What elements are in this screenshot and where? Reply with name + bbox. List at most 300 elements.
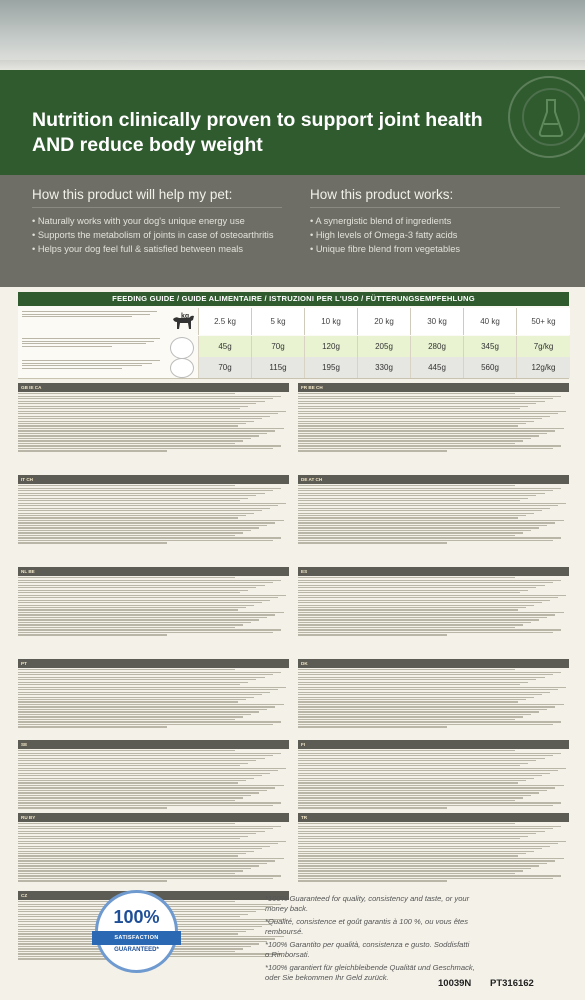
- feeding-cell: 445g: [410, 357, 463, 378]
- left-benefits-list: [32, 215, 282, 257]
- text-line: [298, 537, 561, 538]
- text-line: [298, 785, 564, 786]
- text-line: [18, 802, 281, 803]
- text-line: [298, 393, 515, 394]
- text-line: [298, 448, 553, 449]
- text-line: [298, 778, 534, 779]
- text-line: [18, 687, 286, 688]
- text-line: [298, 428, 564, 429]
- text-line: [18, 672, 281, 673]
- text-line: [298, 450, 447, 451]
- text-line: [298, 870, 523, 871]
- lang-header: [298, 659, 569, 668]
- lang-header: [298, 475, 569, 484]
- text-line: [298, 858, 564, 859]
- bag-shadow: [0, 60, 585, 70]
- text-line: [18, 843, 278, 844]
- lang-header: [298, 383, 569, 392]
- text-line: [298, 836, 528, 837]
- text-line: [18, 853, 246, 854]
- guarantee-line: *Qualité, consistence et goût garantis à 100 %, ou vous êtes remboursé.: [265, 917, 469, 936]
- text-line: [18, 684, 240, 685]
- text-line: [298, 421, 534, 422]
- bowl-icon: [170, 358, 194, 378]
- text-line: [18, 505, 278, 506]
- text-line: [18, 443, 235, 444]
- guarantee-line: *100% garantiert für gleichbleibende Qualität und Geschmack, oder Sie bekommen Ihr Geld zurück.: [265, 963, 475, 982]
- text-line: [298, 687, 566, 688]
- text-line: [18, 540, 273, 541]
- text-line: [298, 627, 515, 628]
- text-line: [18, 448, 273, 449]
- text-line: [18, 880, 167, 881]
- text-line: [18, 488, 281, 489]
- text-line: [18, 629, 281, 630]
- text-line: [18, 527, 259, 528]
- text-line: [18, 689, 278, 690]
- text-line: [298, 684, 520, 685]
- text-line: [298, 517, 518, 518]
- feeding-cell: 330g: [357, 357, 410, 378]
- lang-code: IT CH: [21, 477, 33, 482]
- benefit-item: • Helps your dog feel full & satisfied between meals: [32, 243, 282, 255]
- lang-block: [18, 475, 289, 544]
- text-line: [18, 800, 235, 801]
- guarantee-text: [265, 894, 475, 986]
- text-line: [298, 413, 558, 414]
- row1-label-text: [22, 337, 162, 347]
- text-line: [18, 807, 167, 808]
- lang-code: CZ: [21, 893, 28, 898]
- text-line: [18, 490, 273, 491]
- lang-block: [18, 813, 289, 882]
- text-line: [298, 530, 531, 531]
- text-line: [298, 624, 523, 625]
- text-line: [298, 716, 523, 717]
- text-line: [298, 674, 553, 675]
- text-line: [18, 714, 251, 715]
- text-line: [298, 535, 515, 536]
- text-line: [18, 602, 262, 603]
- lang-text: [298, 485, 569, 543]
- text-line: [298, 863, 547, 864]
- text-line: [298, 632, 553, 633]
- text-line: [18, 792, 259, 793]
- badge-ribbon: SATISFACTION: [92, 931, 181, 945]
- lang-block: [298, 659, 569, 728]
- text-line: [18, 860, 275, 861]
- text-line: [298, 430, 555, 431]
- text-line: [298, 851, 534, 852]
- text-line: [18, 413, 278, 414]
- text-line: [298, 841, 566, 842]
- text-line: [18, 851, 254, 852]
- lang-code: NL BE: [21, 569, 35, 574]
- text-line: [298, 513, 534, 514]
- text-line: [18, 858, 284, 859]
- text-line: [298, 709, 547, 710]
- text-line: [18, 716, 243, 717]
- text-line: [298, 503, 566, 504]
- right-benefits-heading: How this product works:: [310, 187, 454, 202]
- text-line: [18, 401, 265, 402]
- text-line: [298, 629, 561, 630]
- text-line: [298, 488, 561, 489]
- text-line: [298, 805, 553, 806]
- text-line: [298, 607, 526, 608]
- unit-kg: kg: [181, 313, 190, 320]
- text-line: [18, 423, 246, 424]
- text-line: [18, 592, 240, 593]
- text-line: [18, 577, 235, 578]
- feeding-cell: 45g: [198, 336, 251, 357]
- text-line: [298, 540, 553, 541]
- text-line: [18, 396, 281, 397]
- lang-block: [18, 567, 289, 636]
- text-line: [18, 724, 273, 725]
- text-line: [298, 848, 542, 849]
- text-line: [298, 800, 515, 801]
- text-line: [298, 597, 558, 598]
- text-line: [18, 669, 235, 670]
- text-line: [298, 773, 550, 774]
- text-line: [18, 632, 273, 633]
- lang-code: DK: [301, 661, 308, 666]
- text-line: [18, 624, 243, 625]
- text-line: [298, 679, 536, 680]
- text-line: [18, 719, 235, 720]
- text-line: [298, 795, 531, 796]
- text-line: [298, 495, 536, 496]
- text-line: [298, 672, 561, 673]
- lang-text: [18, 485, 289, 543]
- text-line: [18, 503, 286, 504]
- text-line: [18, 674, 273, 675]
- text-line: [298, 622, 531, 623]
- feeding-row-2: [198, 357, 569, 378]
- text-line: [298, 605, 534, 606]
- lang-text: [18, 669, 289, 727]
- weight-cell: 30 kg: [410, 308, 463, 335]
- text-line: [18, 537, 281, 538]
- feeding-guide-table: [18, 306, 569, 379]
- satisfaction-badge: [95, 890, 178, 973]
- text-line: [18, 421, 254, 422]
- text-line: [298, 760, 536, 761]
- lang-text: [298, 750, 569, 808]
- feeding-guide-title: FEEDING GUIDE / GUIDE ALIMENTAIRE / ISTRUZIONI PER L'USO / FÜTTERUNGSEMPFEHLUNG: [18, 292, 569, 306]
- text-line: [18, 846, 270, 847]
- weight-row: [198, 308, 569, 335]
- text-line: [18, 848, 262, 849]
- lang-header: [18, 659, 289, 668]
- text-line: [298, 726, 447, 727]
- row2-label-text: [22, 359, 162, 369]
- text-line: [18, 582, 273, 583]
- text-line: [18, 753, 281, 754]
- badge-subtitle: GUARANTEED*: [114, 947, 159, 953]
- text-line: [298, 880, 447, 881]
- text-line: [18, 873, 235, 874]
- text-line: [18, 699, 246, 700]
- text-line: [18, 795, 251, 796]
- text-line: [18, 790, 267, 791]
- lang-block: [18, 659, 289, 728]
- feeding-cell: 115g: [251, 357, 304, 378]
- text-line: [18, 609, 238, 610]
- lang-text: [298, 823, 569, 881]
- lang-code: GB IE CA: [21, 385, 42, 390]
- text-line: [298, 714, 531, 715]
- text-line: [298, 435, 539, 436]
- text-line: [298, 438, 531, 439]
- text-line: [18, 408, 240, 409]
- text-line: [298, 758, 545, 759]
- text-line: [18, 763, 248, 764]
- text-line: [298, 423, 526, 424]
- text-line: [298, 416, 550, 417]
- text-line: [298, 838, 520, 839]
- text-line: [18, 433, 267, 434]
- text-line: [298, 592, 520, 593]
- text-line: [18, 597, 278, 598]
- feeding-cell: 560g: [463, 357, 516, 378]
- text-line: [298, 787, 555, 788]
- text-line: [18, 770, 278, 771]
- lang-block: [18, 740, 289, 809]
- text-line: [298, 418, 542, 419]
- lang-header: [18, 740, 289, 749]
- text-line: [298, 721, 561, 722]
- weight-cell: 5 kg: [251, 308, 304, 335]
- text-line: [298, 775, 542, 776]
- text-line: [298, 585, 545, 586]
- text-line: [298, 500, 520, 501]
- text-line: [18, 679, 256, 680]
- text-line: [18, 823, 235, 824]
- text-line: [18, 775, 262, 776]
- lang-code: PT: [21, 661, 27, 666]
- text-line: [298, 792, 539, 793]
- text-line: [18, 826, 281, 827]
- ingredients-multilang: [18, 383, 569, 970]
- text-line: [298, 878, 553, 879]
- text-line: [298, 522, 555, 523]
- text-line: [18, 765, 240, 766]
- text-line: [298, 617, 547, 618]
- benefit-item: • Naturally works with your dog's unique energy use: [32, 215, 282, 227]
- text-line: [18, 425, 238, 426]
- text-line: [298, 860, 555, 861]
- text-line: [298, 498, 528, 499]
- text-line: [298, 711, 539, 712]
- text-line: [18, 780, 246, 781]
- text-line: [18, 878, 273, 879]
- lang-block: [18, 383, 289, 452]
- flask-icon: [538, 98, 564, 138]
- feeding-cell: 195g: [304, 357, 357, 378]
- text-line: [18, 532, 243, 533]
- text-line: [298, 619, 539, 620]
- lang-code: ES: [301, 569, 308, 574]
- text-line: [298, 600, 550, 601]
- benefit-item: • A synergistic blend of ingredients: [310, 215, 560, 227]
- text-line: [18, 773, 270, 774]
- text-line: [18, 721, 281, 722]
- text-line: [18, 522, 275, 523]
- text-line: [18, 416, 270, 417]
- text-line: [298, 403, 536, 404]
- text-line: [298, 433, 547, 434]
- text-line: [18, 498, 248, 499]
- text-line: [298, 868, 531, 869]
- bowl-icon: [170, 337, 194, 359]
- lang-text: [18, 823, 289, 881]
- text-line: [298, 677, 545, 678]
- text-line: [18, 726, 167, 727]
- lang-header: [18, 383, 289, 392]
- text-line: [18, 605, 254, 606]
- text-line: [18, 398, 273, 399]
- text-line: [298, 790, 547, 791]
- text-line: [18, 682, 248, 683]
- text-line: [298, 807, 447, 808]
- text-line: [18, 587, 256, 588]
- feeding-row-1: [198, 336, 569, 357]
- text-line: [298, 669, 515, 670]
- text-line: [18, 500, 240, 501]
- text-line: [18, 535, 235, 536]
- text-line: [18, 841, 286, 842]
- lang-text: [18, 393, 289, 451]
- text-line: [298, 440, 523, 441]
- text-line: [18, 711, 259, 712]
- text-line: [18, 805, 273, 806]
- divider: [310, 207, 560, 208]
- text-line: [298, 590, 528, 591]
- text-line: [18, 755, 273, 756]
- text-line: [298, 406, 528, 407]
- text-line: [298, 802, 561, 803]
- text-line: [18, 612, 284, 613]
- product-code: PT316162: [490, 978, 534, 989]
- text-line: [18, 542, 167, 543]
- text-line: [18, 590, 248, 591]
- lang-block: [298, 813, 569, 882]
- text-line: [18, 750, 235, 751]
- text-line: [298, 682, 528, 683]
- hero-title: Nutrition clinically proven to support joint health AND reduce body weight: [32, 109, 483, 156]
- text-line: [298, 515, 526, 516]
- benefit-item: • Unique fibre blend from vegetables: [310, 243, 560, 255]
- feeding-cell: 205g: [357, 336, 410, 357]
- text-line: [18, 440, 243, 441]
- text-line: [18, 868, 251, 869]
- text-line: [18, 704, 284, 705]
- text-line: [298, 826, 561, 827]
- feeding-cell: 70g: [251, 336, 304, 357]
- text-line: [18, 393, 235, 394]
- weight-cell: 40 kg: [463, 308, 516, 335]
- text-line: [298, 490, 553, 491]
- text-line: [298, 525, 547, 526]
- text-line: [18, 595, 286, 596]
- right-benefits-list: [310, 215, 560, 257]
- hero-banner: [0, 70, 585, 175]
- text-line: [18, 580, 281, 581]
- text-line: [18, 617, 267, 618]
- divider: [32, 207, 282, 208]
- lang-header: [18, 813, 289, 822]
- text-line: [18, 838, 240, 839]
- text-line: [298, 833, 536, 834]
- text-line: [298, 532, 523, 533]
- text-line: [18, 517, 238, 518]
- text-line: [298, 823, 515, 824]
- text-line: [18, 450, 167, 451]
- lang-block: [298, 475, 569, 544]
- text-line: [298, 719, 515, 720]
- text-line: [298, 780, 526, 781]
- lang-text: [298, 577, 569, 635]
- text-line: [298, 580, 561, 581]
- text-line: [18, 607, 246, 608]
- text-line: [18, 692, 270, 693]
- text-line: [18, 768, 286, 769]
- text-line: [298, 443, 515, 444]
- text-line: [298, 853, 526, 854]
- text-line: [18, 836, 248, 837]
- lang-header: [298, 567, 569, 576]
- lang-header: [298, 740, 569, 749]
- text-line: [298, 609, 518, 610]
- text-line: [18, 513, 254, 514]
- text-line: [18, 525, 267, 526]
- text-line: [18, 865, 259, 866]
- text-line: [298, 398, 553, 399]
- text-line: [298, 704, 564, 705]
- text-line: [298, 770, 558, 771]
- text-line: [18, 406, 248, 407]
- text-line: [298, 612, 564, 613]
- text-line: [298, 508, 550, 509]
- text-line: [298, 750, 515, 751]
- text-line: [298, 763, 528, 764]
- text-line: [18, 634, 167, 635]
- text-line: [18, 706, 275, 707]
- text-line: [18, 831, 265, 832]
- text-line: [298, 689, 558, 690]
- text-line: [18, 863, 267, 864]
- text-line: [18, 870, 243, 871]
- text-line: [18, 701, 238, 702]
- feeding-cell: 120g: [304, 336, 357, 357]
- text-line: [298, 396, 561, 397]
- lang-text: [18, 577, 289, 635]
- text-line: [18, 508, 270, 509]
- text-line: [18, 445, 281, 446]
- text-line: [298, 582, 553, 583]
- text-line: [298, 706, 555, 707]
- text-line: [18, 758, 265, 759]
- text-line: [298, 697, 534, 698]
- text-line: [298, 614, 555, 615]
- text-line: [298, 755, 553, 756]
- text-line: [18, 485, 235, 486]
- text-line: [18, 619, 259, 620]
- text-line: [298, 692, 550, 693]
- text-line: [18, 600, 270, 601]
